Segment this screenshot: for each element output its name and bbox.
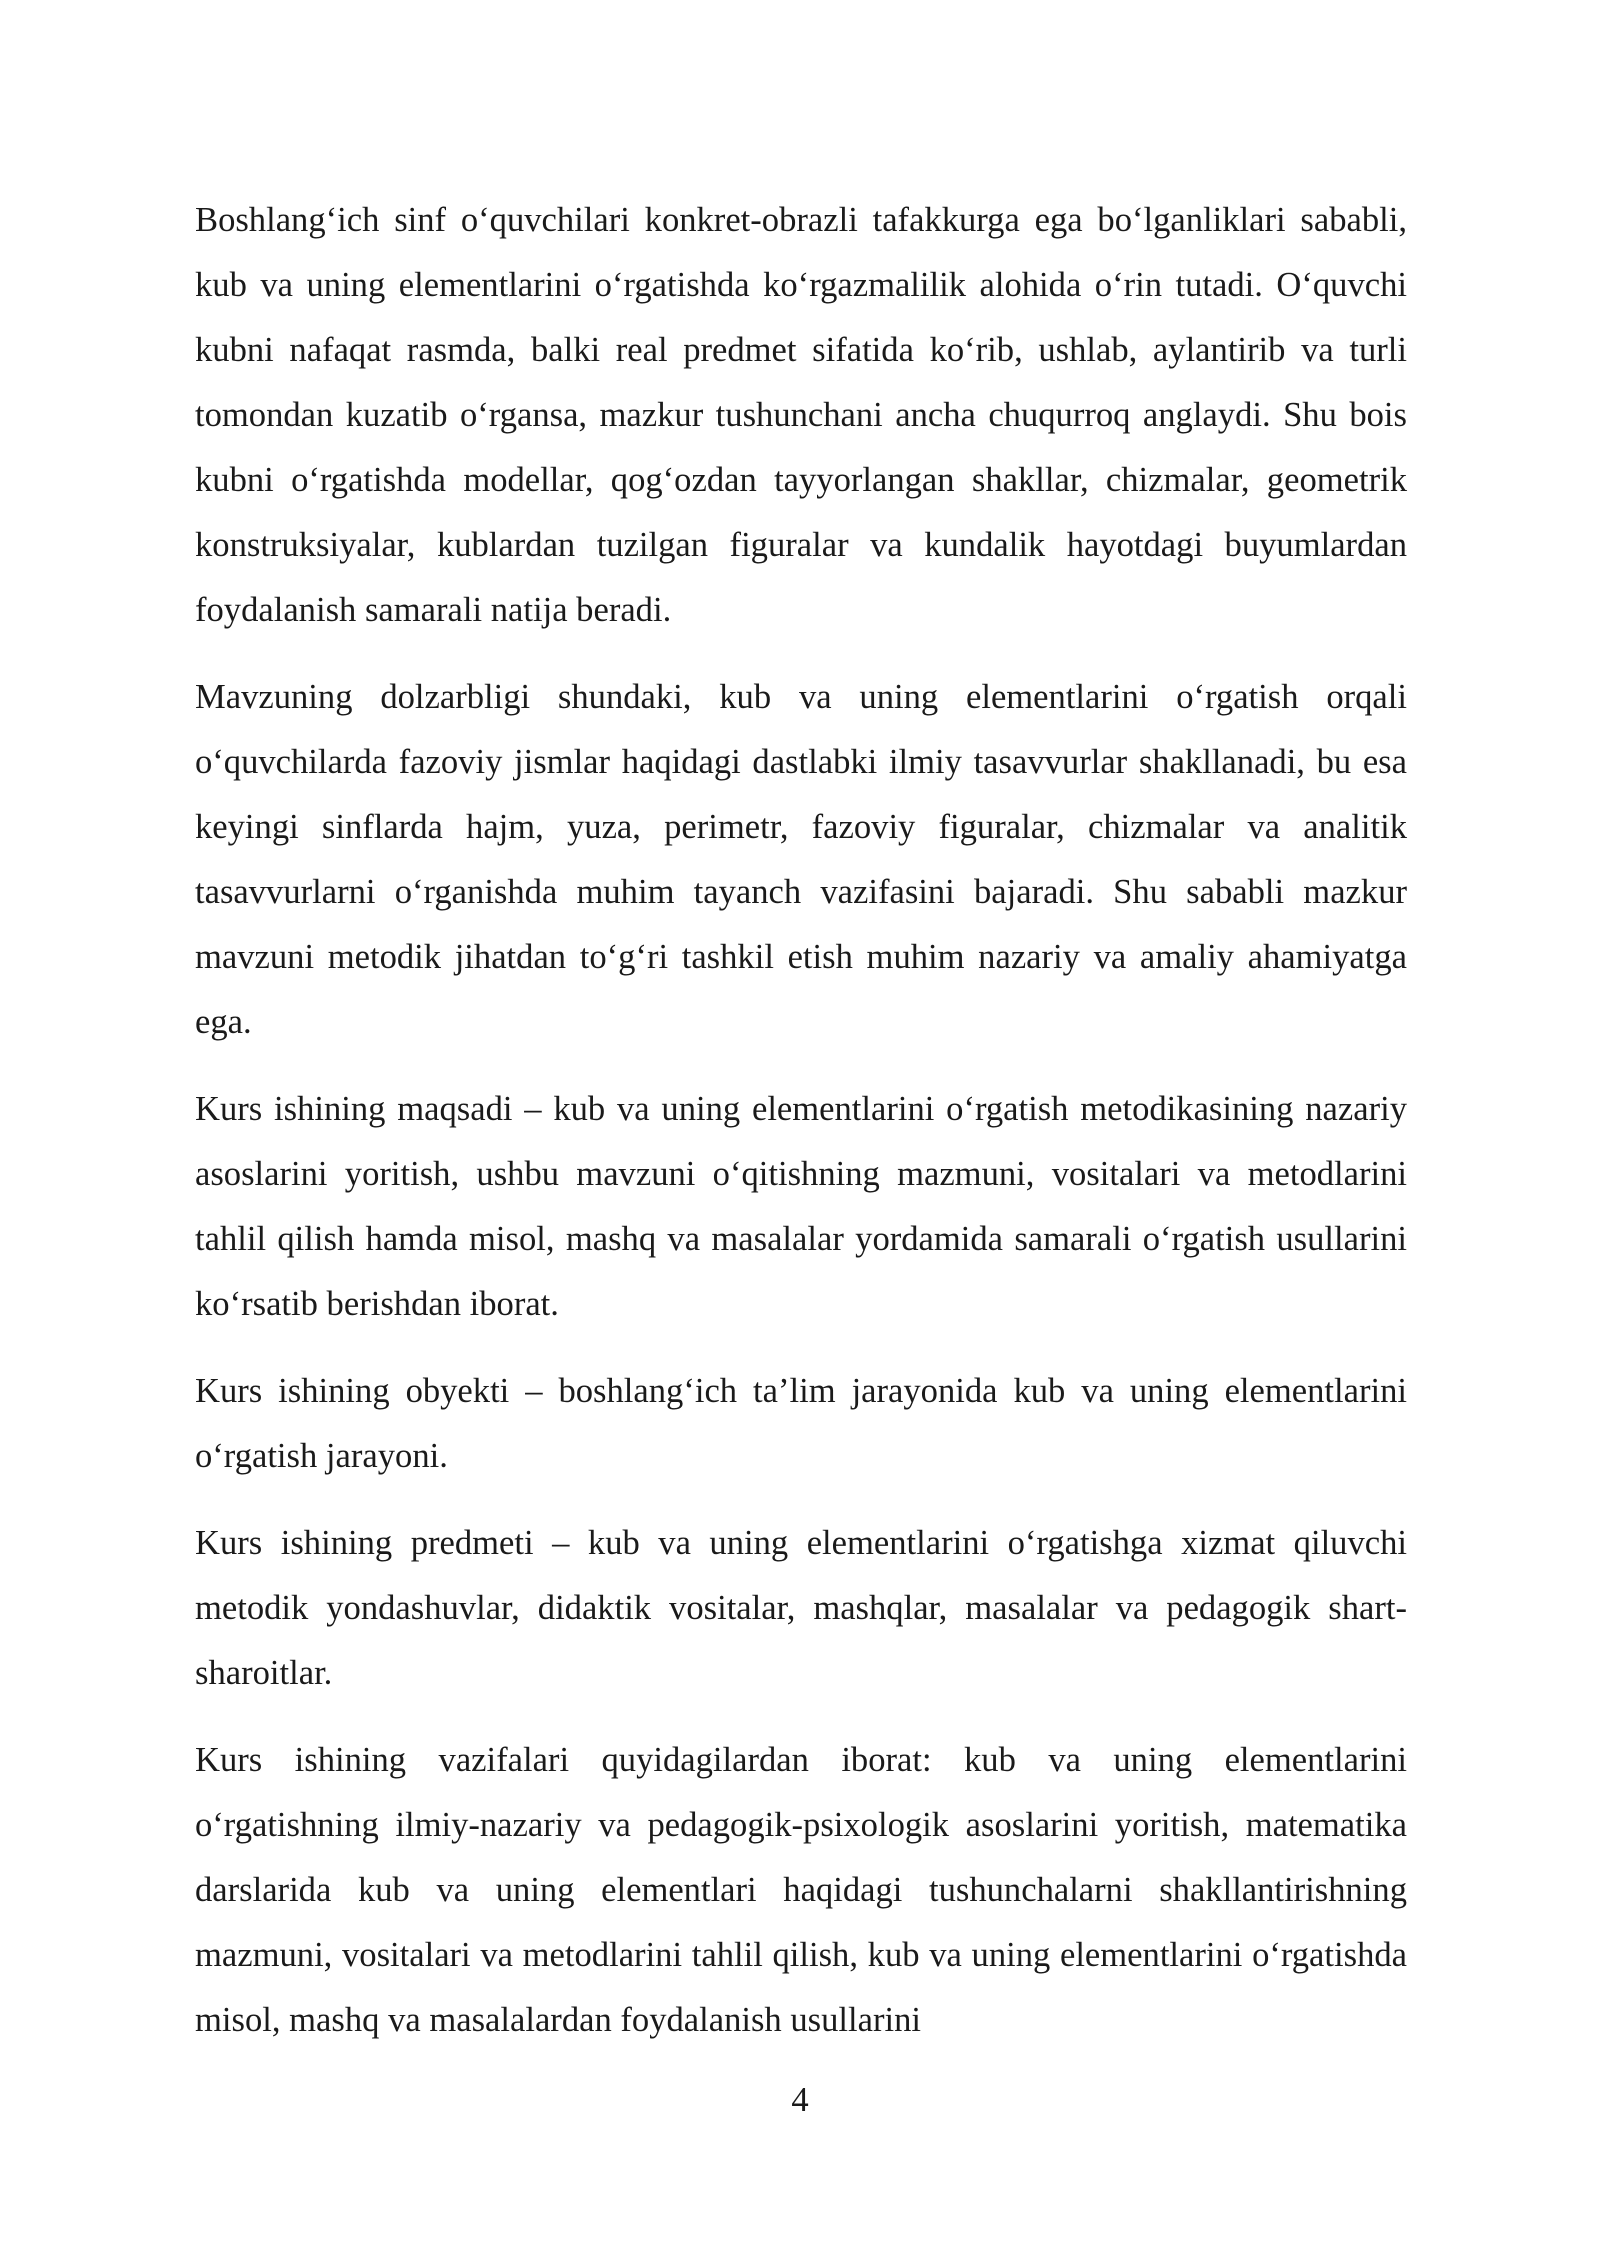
paragraph-relevance: Mavzuning dolzarbligi shundaki, kub va uning elementlarini o‘rgatish orqali o‘quvchilarda fazoviy jismlar haqidagi dastlabki ilmiy tasavvurlar shakllanadi, bu esa keyingi sinflarda hajm, yuza, perimetr, fazoviy figuralar, chizmalar va analitik tasavvurlarni o‘rganishda muhim tayanch vazifasini bajaradi. Shu sababli mazkur mavzuni metodik jihatdan to‘g‘ri tashkil etish muhim nazariy va amaliy ahamiyatga ega. — [195, 678, 1407, 1041]
paragraph-object: Kurs ishining obyekti – boshlang‘ich ta’lim jarayonida kub va uning elementlarini o‘rgatish jarayoni. — [195, 1372, 1407, 1475]
paragraph-tasks: Kurs ishining vazifalari quyidagilardan iborat: kub va uning elementlarini o‘rgatishning ilmiy-nazariy va pedagogik-psixologik asoslarini yoritish, matematika darslarida kub va uning elementlari haqidagi tushunchalarni shakllantirishning mazmuni, vositalari va metodlarini tahlil qilish, kub va uning elementlarini o‘rgatishda misol, mashq va masalalardan foydalanish usullarini — [195, 1741, 1407, 2039]
page-body — [195, 188, 1407, 2075]
paragraph-intro: Boshlang‘ich sinf o‘quvchilari konkret-obrazli tafakkurga ega bo‘lganliklari sababli, kub va uning elementlarini o‘rgatishda ko‘rgazmalilik alohida o‘rin tutadi. O‘quvchi kubni nafaqat rasmda, balki real predmet sifatida ko‘rib, ushlab, aylantirib va turli tomondan kuzatib o‘rgansa, mazkur tushunchani ancha chuqurroq anglaydi. Shu bois kubni o‘rgatishda modellar, qog‘ozdan tayyorlangan shakllar, chizmalar, geometrik konstruksiyalar, kublardan tuzilgan figuralar va kundalik hayotdagi buyumlardan foydalanish samarali natija beradi. — [195, 201, 1407, 629]
page-number: 4 — [791, 2081, 809, 2119]
paragraph-goal: Kurs ishining maqsadi – kub va uning elementlarini o‘rgatish metodikasining nazariy asoslarini yoritish, ushbu mavzuni o‘qitishning mazmuni, vositalari va metodlarini tahlil qilish hamda misol, mashq va masalalar yordamida samarali o‘rgatish usullarini ko‘rsatib berishdan iborat. — [195, 1090, 1407, 1323]
paragraph-subject: Kurs ishining predmeti – kub va uning elementlarini o‘rgatishga xizmat qiluvchi metodik yondashuvlar, didaktik vositalar, mashqlar, masalalar va pedagogik shart-sharoitlar. — [195, 1524, 1407, 1692]
